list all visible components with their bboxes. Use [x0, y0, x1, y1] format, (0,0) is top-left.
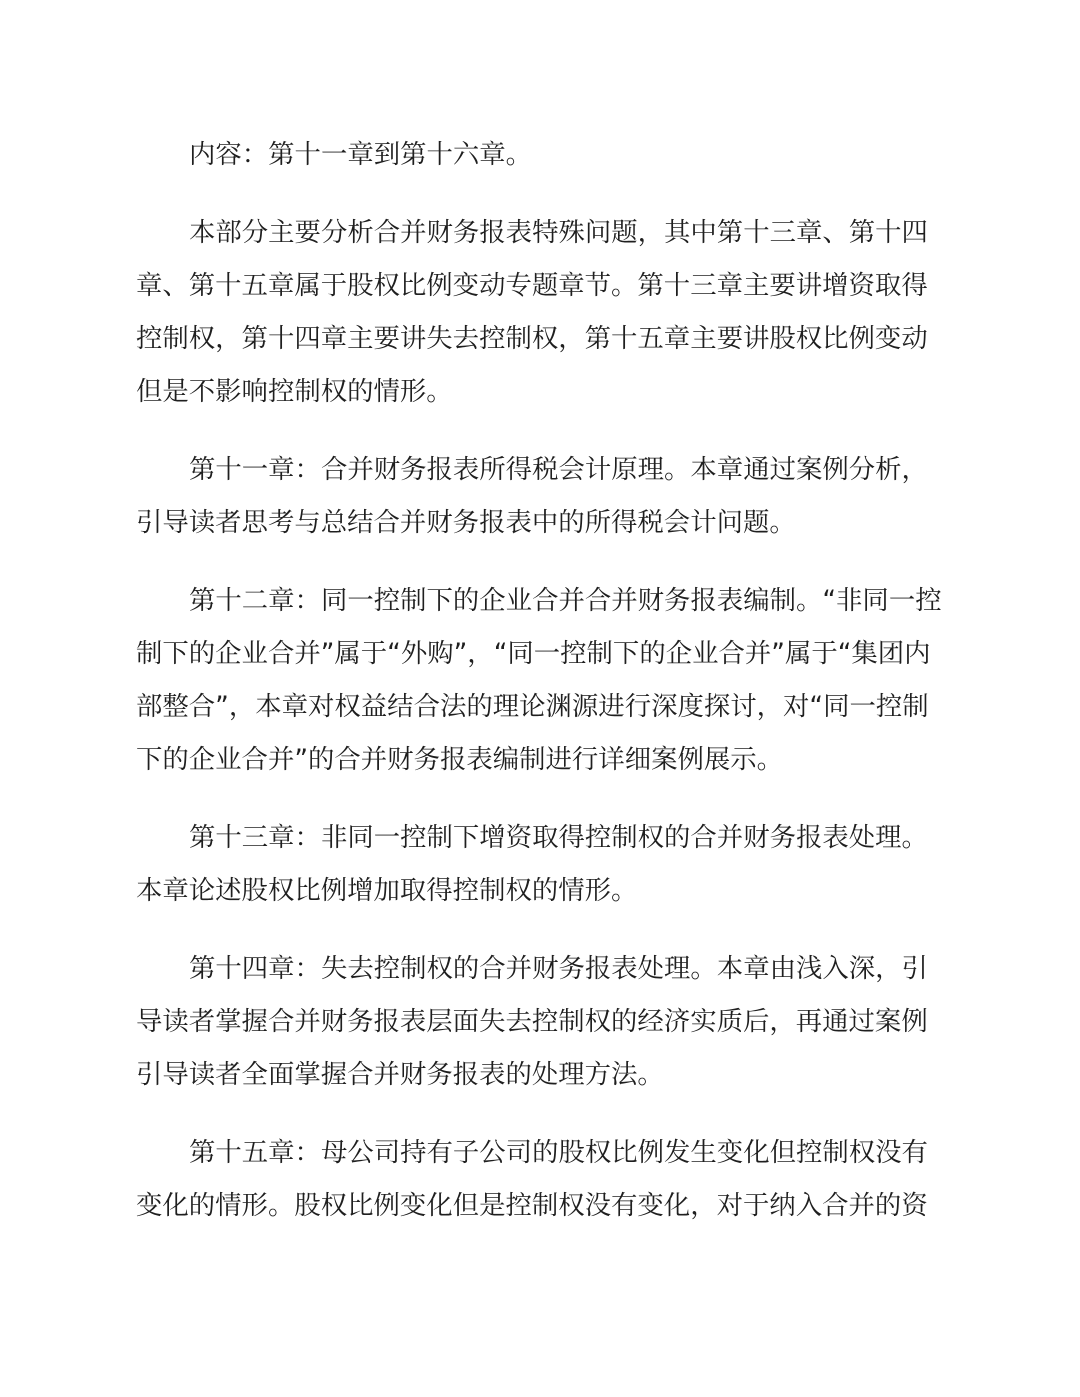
text-line: 第十五章：母公司持有子公司的股权比例发生变化但控制权没有 [189, 1137, 928, 1168]
paragraph-chapter-14 [136, 942, 960, 1101]
text-line: 本部分主要分析合并财务报表特殊问题，其中第十三章、第十四 [189, 217, 928, 248]
text-line: 第十二章：同一控制下的企业合并合并财务报表编制。“非同一控 [189, 585, 942, 616]
text-line: 章、第十五章属于股权比例变动专题章节。第十三章主要讲增资取得 [136, 270, 928, 301]
text-line: 本章论述股权比例增加取得控制权的情形。 [136, 875, 638, 906]
text-line: 但是不影响控制权的情形。 [136, 376, 453, 407]
text-line: 第十一章：合并财务报表所得税会计原理。本章通过案例分析， [189, 454, 928, 485]
text-line: 下的企业合并”的合并财务报表编制进行详细案例展示。 [136, 744, 784, 775]
text-line: 变化的情形。股权比例变化但是控制权没有变化，对于纳入合并的资 [136, 1190, 928, 1221]
paragraph-part-summary [136, 206, 960, 418]
paragraph-chapter-13 [136, 811, 960, 917]
text-line: 控制权，第十四章主要讲失去控制权，第十五章主要讲股权比例变动 [136, 323, 928, 354]
text-line: 内容：第十一章到第十六章。 [189, 139, 533, 170]
paragraph-chapter-15 [136, 1126, 960, 1232]
paragraph-chapter-11 [136, 443, 960, 549]
text-line: 第十四章：失去控制权的合并财务报表处理。本章由浅入深，引 [189, 953, 928, 984]
paragraph-contents-overview [136, 128, 960, 181]
text-line: 部整合”，本章对权益结合法的理论渊源进行深度探讨，对“同一控制 [136, 691, 929, 722]
text-line: 制下的企业合并”属于“外购”，“同一控制下的企业合并”属于“集团内 [136, 638, 931, 669]
text-line: 引导读者全面掌握合并财务报表的处理方法。 [136, 1059, 664, 1090]
text-line: 导读者掌握合并财务报表层面失去控制权的经济实质后，再通过案例 [136, 1006, 928, 1037]
text-line: 第十三章：非同一控制下增资取得控制权的合并财务报表处理。 [189, 822, 928, 853]
text-line: 引导读者思考与总结合并财务报表中的所得税会计问题。 [136, 507, 796, 538]
paragraph-chapter-12 [136, 574, 960, 786]
